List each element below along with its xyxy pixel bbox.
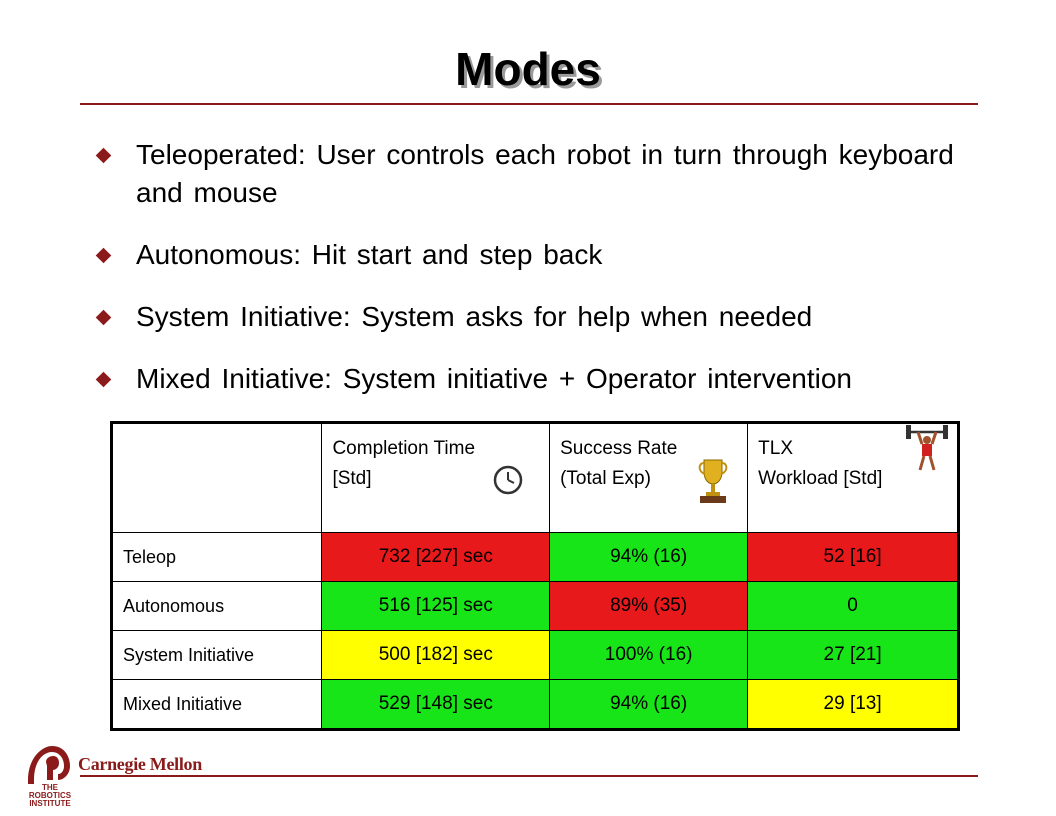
table-row <box>112 533 959 582</box>
trophy-icon <box>696 458 730 504</box>
diamond-bullet-icon <box>96 372 112 388</box>
success-cell: 89% (35) <box>550 582 748 631</box>
modes-table <box>110 421 960 731</box>
bullet-item <box>92 236 972 274</box>
bullet-text: System Initiative: System asks for help when needed <box>136 301 813 332</box>
tlx-cell: 27 [21] <box>748 631 959 680</box>
row-label: Mixed Initiative <box>112 680 322 730</box>
tlx-cell: 29 [13] <box>748 680 959 730</box>
bullet-item <box>92 136 972 212</box>
slide-title: Modes <box>455 43 601 95</box>
bullet-text: Autonomous: Hit start and step back <box>136 239 603 270</box>
bullet-item <box>92 360 972 398</box>
row-label: System Initiative <box>112 631 322 680</box>
university-name: Carnegie Mellon <box>78 754 202 774</box>
header-text: Completion Time <box>332 438 476 459</box>
clock-icon <box>492 464 524 496</box>
bullet-text: Teleoperated: User controls each robot in turn through keyboard and mouse <box>136 139 954 208</box>
header-empty-cell <box>112 423 322 533</box>
institute-text: ROBOTICS <box>28 791 72 800</box>
institute-text: THE <box>42 783 58 792</box>
success-cell: 94% (16) <box>550 680 748 730</box>
header-completion-time <box>322 423 550 533</box>
row-label: Autonomous <box>112 582 322 631</box>
header-text: TLX <box>758 438 794 459</box>
diamond-bullet-icon <box>96 148 112 164</box>
time-cell: 732 [227] sec <box>322 533 550 582</box>
diamond-bullet-icon <box>96 310 112 326</box>
header-success-rate <box>550 423 748 533</box>
institute-text: INSTITUTE <box>29 799 71 808</box>
header-text: Success Rate <box>560 438 678 459</box>
time-cell: 516 [125] sec <box>322 582 550 631</box>
bullet-item <box>92 298 972 336</box>
institute-label <box>28 784 72 808</box>
table-row <box>112 680 959 730</box>
time-cell: 529 [148] sec <box>322 680 550 730</box>
time-cell: 500 [182] sec <box>322 631 550 680</box>
success-cell: 100% (16) <box>550 631 748 680</box>
header-text: [Std] <box>332 468 372 489</box>
tlx-cell: 52 [16] <box>748 533 959 582</box>
table-row <box>112 582 959 631</box>
bullet-text: Mixed Initiative: System initiative + Operator intervention <box>136 363 852 394</box>
title-divider <box>80 103 978 105</box>
table-row <box>112 631 959 680</box>
row-label: Teleop <box>112 533 322 582</box>
success-cell: 94% (16) <box>550 533 748 582</box>
header-text: (Total Exp) <box>560 468 651 489</box>
weightlifter-icon <box>906 422 948 474</box>
table-header-row <box>112 423 959 533</box>
tlx-cell: 0 <box>748 582 959 631</box>
diamond-bullet-icon <box>96 248 112 264</box>
header-text: Workload [Std] <box>758 468 883 489</box>
header-tlx <box>748 423 959 533</box>
bullet-list <box>92 136 972 398</box>
footer-divider <box>80 775 978 777</box>
